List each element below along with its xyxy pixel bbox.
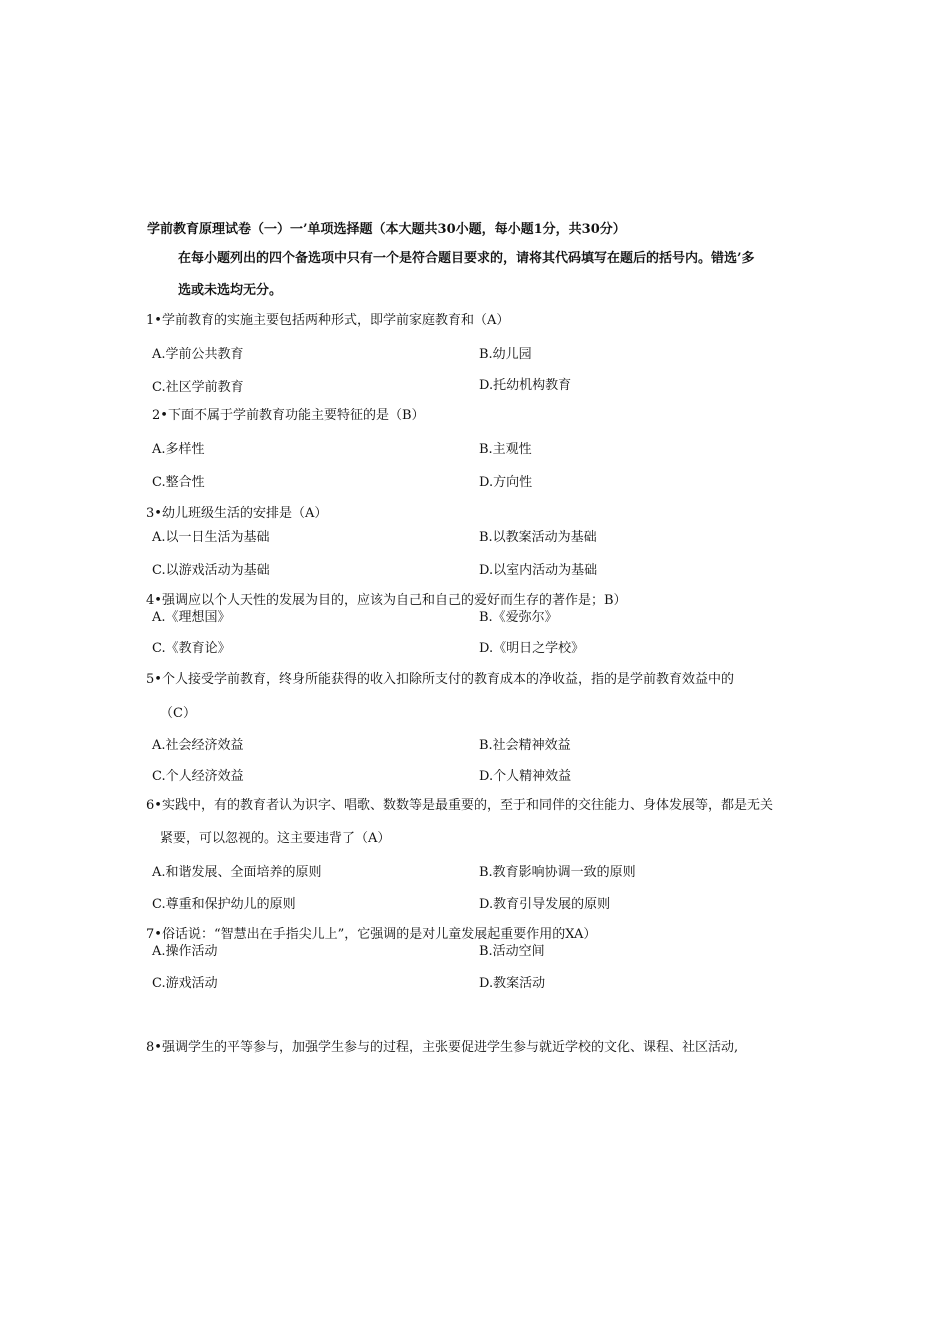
question-3-stem: 3•幼儿班级生活的安排是（A） [146, 506, 328, 521]
question-1-option-b: B.幼儿园 [479, 347, 532, 362]
instructions-line-1: 在每小题列出的四个备选项中只有一个是符合题目要求的，请将其代码填写在题后的括号内。错选’多 [178, 251, 755, 266]
question-1-option-a: A.学前公共教育 [152, 347, 244, 362]
question-5-option-b: B.社会精神效益 [479, 738, 571, 753]
question-7-stem: 7•俗话说：“智慧出在手指尖儿上”，它强调的是对儿童发展起重要作用的XA） [146, 927, 597, 942]
question-1-option-c: C.社区学前教育 [152, 380, 244, 395]
question-6-option-d: D.教育引导发展的原则 [479, 897, 611, 912]
question-7-option-a: A.操作活动 [152, 944, 218, 959]
question-1-stem: 1•学前教育的实施主要包括两种形式，即学前家庭教育和（A） [146, 313, 510, 328]
question-5-option-a: A.社会经济效益 [152, 738, 244, 753]
instructions-line-2: 选或未选均无分。 [178, 283, 283, 298]
question-6-option-a: A.和谐发展、全面培养的原则 [152, 865, 322, 880]
question-4-stem: 4•强调应以个人天性的发展为目的，应该为自己和自己的爱好而生存的著作是；B） [146, 593, 627, 608]
question-2-option-d: D.方向性 [479, 475, 533, 490]
question-3-option-d: D.以室内活动为基础 [479, 563, 598, 578]
question-2-option-c: C.整合性 [152, 475, 205, 490]
question-1-option-d: D.托幼机构教育 [479, 378, 572, 393]
question-6-stem-continued: 紧要，可以忽视的。这主要违背了（A） [160, 831, 391, 846]
question-3-option-a: A.以一日生活为基础 [152, 530, 270, 545]
question-7-option-b: B.活动空间 [479, 944, 545, 959]
question-2-stem: 2•下面不属于学前教育功能主要特征的是（B） [152, 408, 425, 423]
question-8-stem: 8•强调学生的平等参与，加强学生参与的过程，主张要促进学生参与就近学校的文化、课程、社区活动, [146, 1040, 739, 1055]
question-4-option-b: B.《爱弥尔》 [479, 610, 558, 625]
question-6-option-c: C.尊重和保护幼儿的原则 [152, 897, 296, 912]
question-6-option-b: B.教育影响协调一致的原则 [479, 865, 636, 880]
question-5-option-d: D.个人精神效益 [479, 769, 572, 784]
question-5-option-c: C.个人经济效益 [152, 769, 244, 784]
question-7-option-d: D.教案活动 [479, 976, 546, 991]
question-2-option-b: B.主观性 [479, 442, 532, 457]
question-3-option-c: C.以游戏活动为基础 [152, 563, 270, 578]
question-6-stem: 6•实践中，有的教育者认为识字、唱歌、数数等是最重要的，至于和同伴的交往能力、身体发展等，都是无关 [146, 798, 773, 813]
question-4-option-c: C.《教育论》 [152, 641, 231, 656]
question-7-option-c: C.游戏活动 [152, 976, 218, 991]
question-3-option-b: B.以教案活动为基础 [479, 530, 597, 545]
page-title: 学前教育原理试卷（一）一’单项选择题（本大题共30小题，每小题1分，共30分） [147, 222, 626, 237]
question-4-option-a: A.《理想国》 [152, 610, 231, 625]
question-4-option-d: D.《明日之学校》 [479, 641, 585, 656]
question-5-stem: 5•个人接受学前教育，终身所能获得的收入扣除所支付的教育成本的净收益，指的是学前教育效益中的 [146, 672, 734, 687]
question-5-stem-continued: （C） [160, 706, 196, 721]
question-2-option-a: A.多样性 [152, 442, 205, 457]
